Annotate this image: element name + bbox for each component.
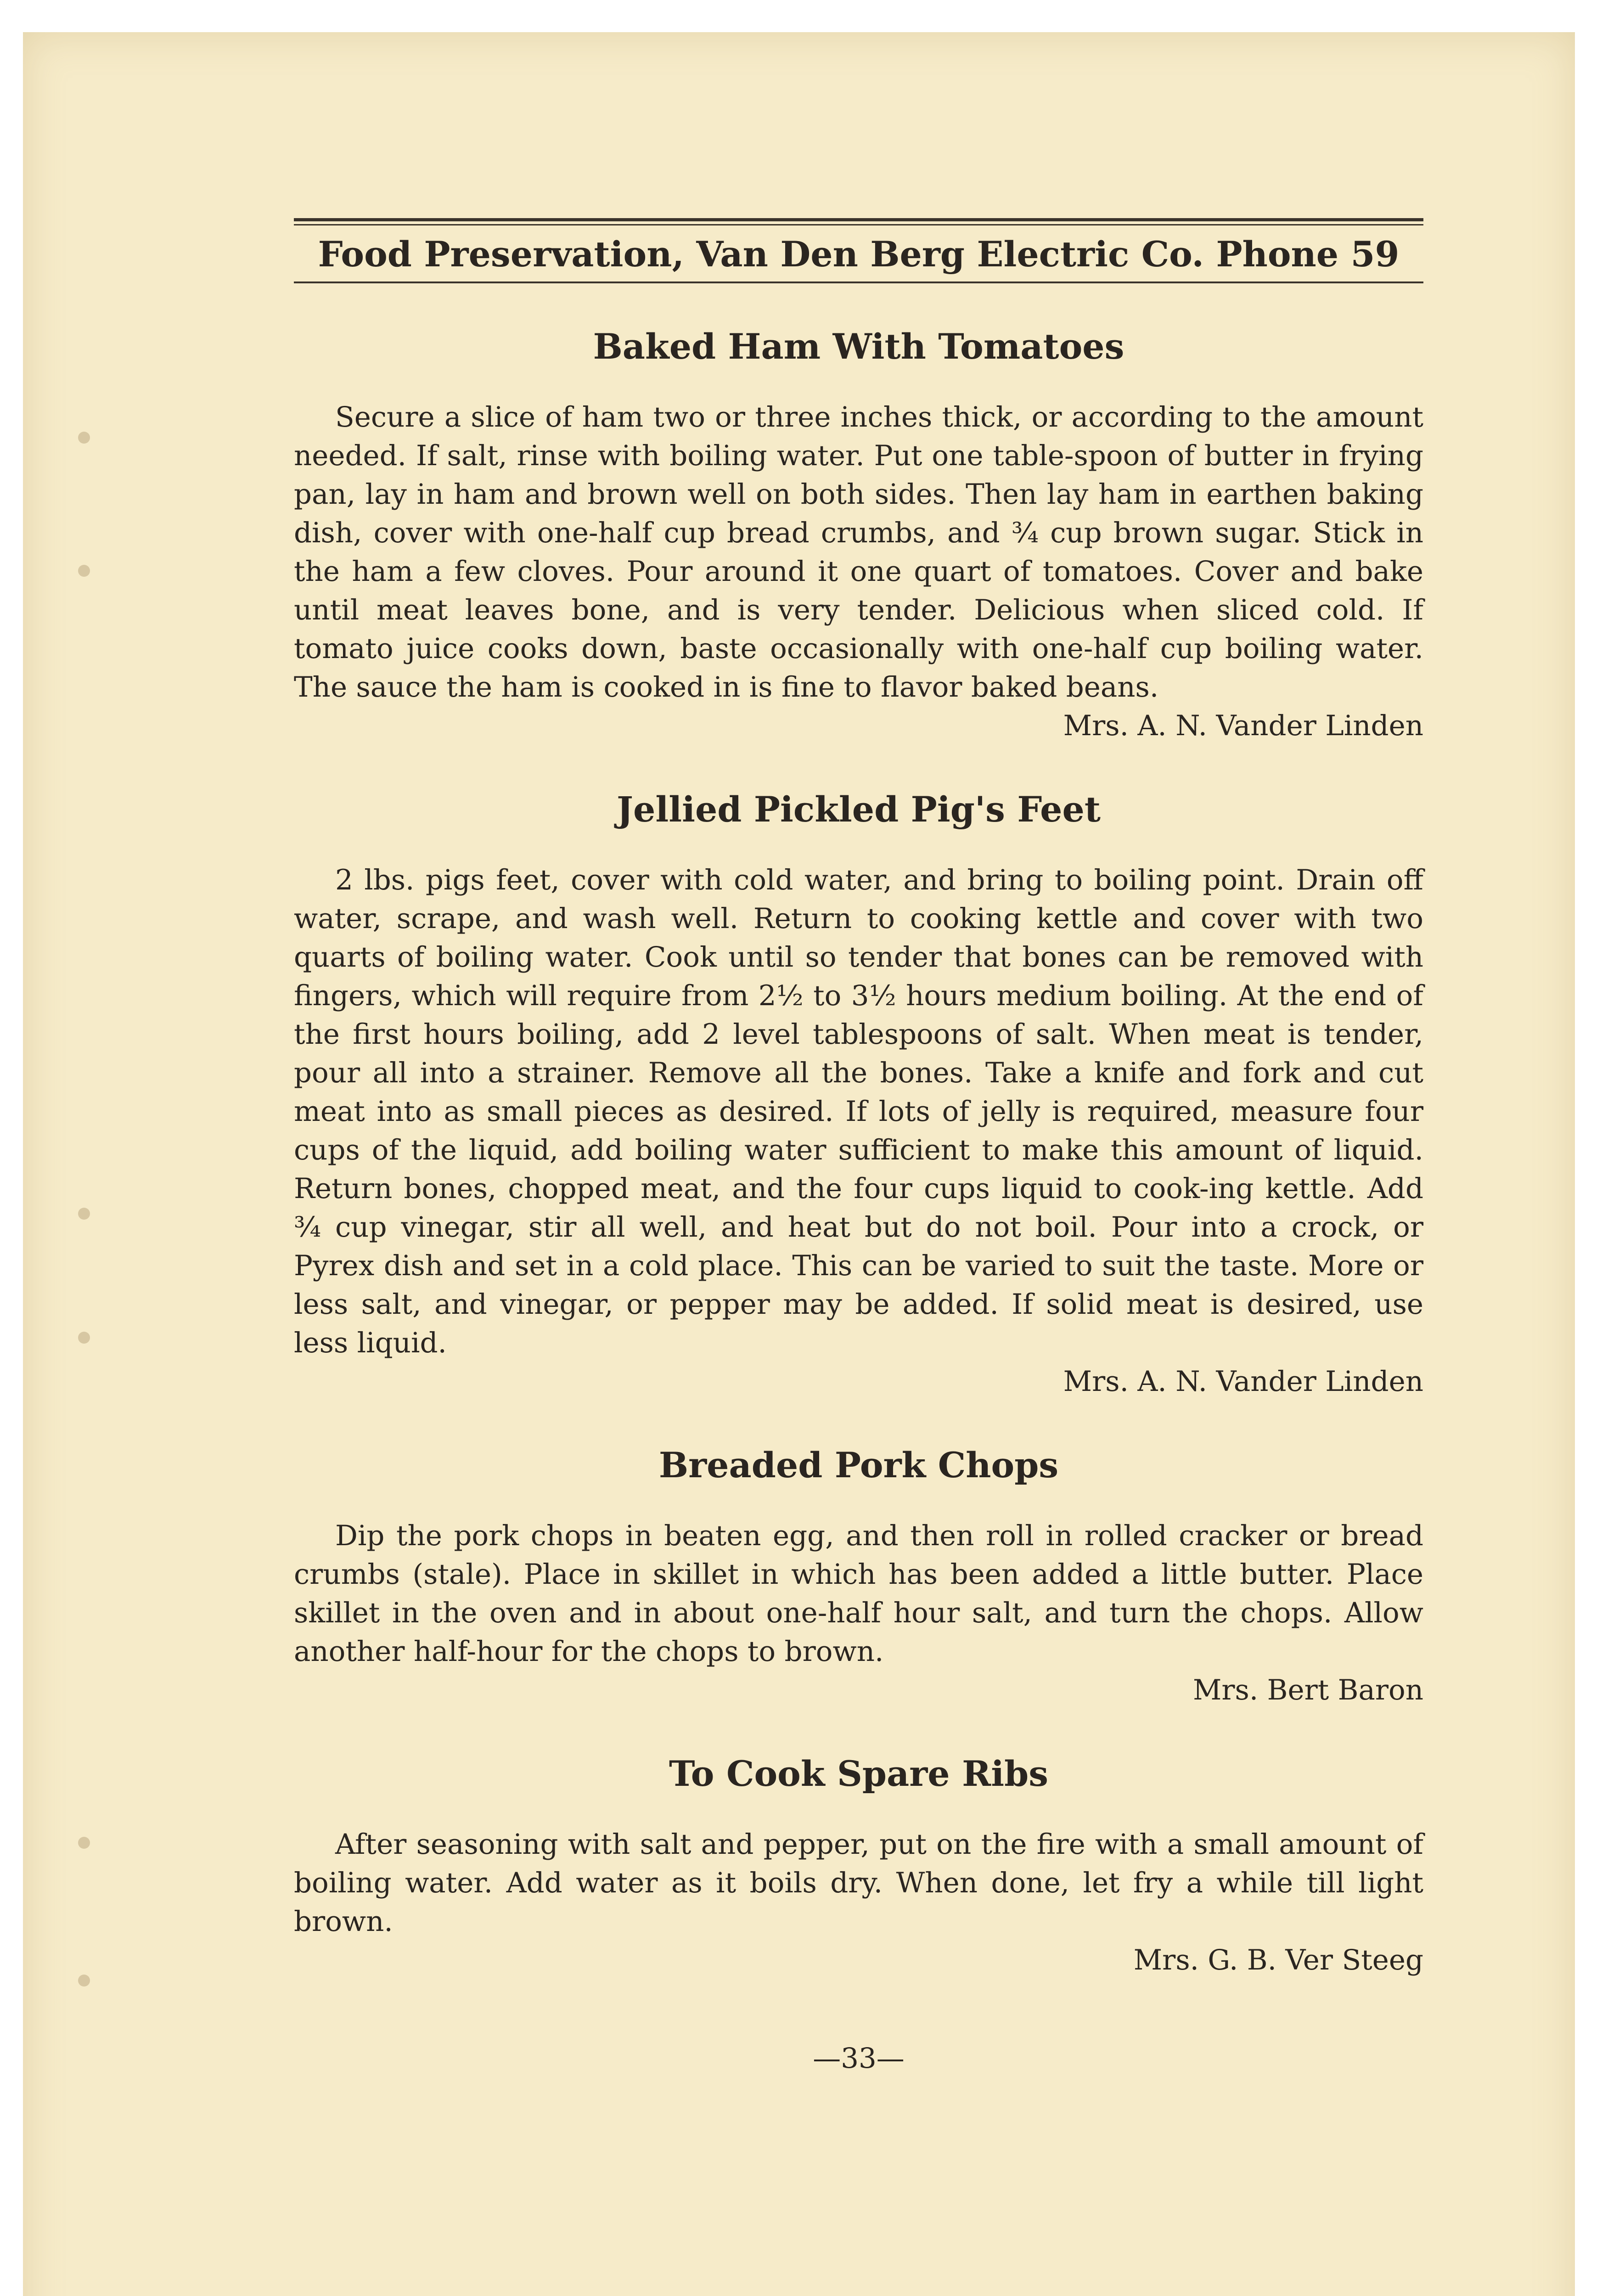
recipe-author: Mrs. G. B. Ver Steeg bbox=[1133, 1944, 1423, 1976]
binding-hole bbox=[78, 432, 90, 444]
page-content bbox=[294, 218, 1423, 2078]
recipe-baked-ham bbox=[294, 324, 1423, 745]
binding-hole bbox=[78, 565, 90, 577]
recipe-title: Breaded Pork Chops bbox=[658, 1445, 1059, 1486]
binding-hole bbox=[78, 1332, 90, 1344]
recipe-body: Dip the pork chops in beaten egg, and then roll in rolled cracker or bread crumbs (stale). Place in skillet in which has been added a little butter. Place skillet in the oven and in about one-half hour salt, and turn the chops. Allow another half-hour for the chops to brown. bbox=[294, 1519, 1423, 1668]
header-rule bbox=[294, 218, 1423, 221]
binding-hole bbox=[78, 1837, 90, 1849]
header-rule bbox=[294, 281, 1423, 283]
recipe-author: Mrs. A. N. Vander Linden bbox=[1063, 709, 1423, 742]
recipe-body: 2 lbs. pigs feet, cover with cold water, and bring to boiling point. Drain off water, scrape, and wash well. Return to cooking kettle and cover with two quarts of boiling water. Cook until so tender that bones can be removed with fingers, which will require from 2½ to 3½ hours medium boiling. At the end of the first hours boiling, add 2 level tablespoons of salt. When meat is tender, pour all into a strainer. Remove all the bones. Take a knife and fork and cut meat into as small pieces as desired. If lots of jelly is required, measure four cups of the liquid, add boiling water sufficient to make this amount of liquid. Return bones, chopped meat, and the four cups liquid to cook-ing kettle. Add ¾ cup vinegar, stir all well, and heat but do not boil. Pour into a crock, or Pyrex dish and set in a cold place. This can be varied to suit the taste. More or less salt, and vinegar, or pepper may be added. If solid meat is desired, use less liquid. bbox=[294, 864, 1423, 1359]
recipe-title: Jellied Pickled Pig's Feet bbox=[617, 789, 1101, 830]
recipe-title: Baked Ham With Tomatoes bbox=[593, 326, 1124, 367]
page-number: —33— bbox=[813, 2042, 905, 2075]
recipe-title: To Cook Spare Ribs bbox=[669, 1753, 1049, 1794]
recipe-breaded-pork-chops bbox=[294, 1442, 1423, 1710]
binding-hole bbox=[78, 1975, 90, 1986]
recipe-jellied-pigs-feet bbox=[294, 787, 1423, 1401]
binding-hole bbox=[78, 1208, 90, 1220]
recipe-spare-ribs bbox=[294, 1751, 1423, 1980]
recipe-author: Mrs. Bert Baron bbox=[1192, 1674, 1423, 1706]
recipe-body: Secure a slice of ham two or three inches thick, or according to the amount needed. If salt, rinse with boiling water. Put one table-spoon of butter in frying pan, lay in ham and brown well on both sides. Then lay ham in earthen baking dish, cover with one-half cup bread crumbs, and ¾ cup brown sugar. Stick in the ham a few cloves. Pour around it one quart of tomatoes. Cover and bake until meat leaves bone, and is very tender. Delicious when sliced cold. If tomato juice cooks down, baste occasionally with one-half cup boiling water. The sauce the ham is cooked in is fine to flavor baked beans. bbox=[294, 401, 1423, 703]
recipe-author: Mrs. A. N. Vander Linden bbox=[1063, 1365, 1423, 1398]
recipe-body: After seasoning with salt and pepper, put on the fire with a small amount of boiling water. Add water as it boils dry. When done, let fry a while till light brown. bbox=[294, 1828, 1423, 1938]
header-rule bbox=[294, 224, 1423, 225]
running-header: Food Preservation, Van Den Berg Electric Co. Phone 59 bbox=[318, 234, 1400, 275]
